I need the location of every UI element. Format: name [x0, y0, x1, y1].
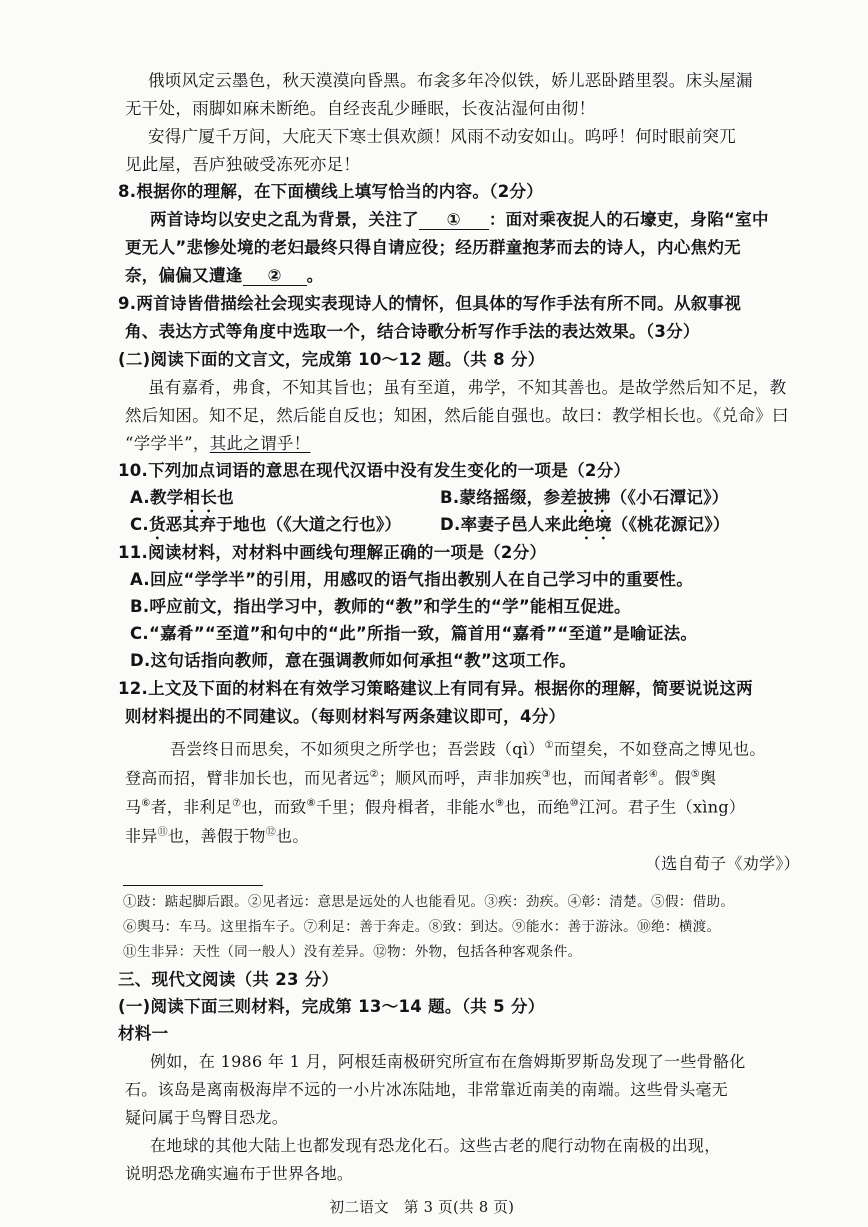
xunzi-line-3: 马⑥者，非利足⑦也，而致⑧千里；假舟楫者，非能水⑨也，而绝⑩江河。君子生（xìng） — [125, 797, 746, 817]
material-1-line-2: 石。该岛是离南极海岸不远的一小片冰冻陆地，非常靠近南美的南端。这些骨头毫无 — [125, 1080, 729, 1099]
classical-line-3 — [125, 433, 310, 455]
q10-option-d: D.率妻子邑人来此绝境（《桃花源记》） — [440, 515, 730, 534]
question-8-line-3 — [125, 265, 323, 287]
q8-text-5: 。 — [306, 266, 324, 285]
classical-line-1: 虽有嘉肴，弗食，不知其旨也；虽有至道，弗学，不知其善也。是故学然后知不足，教 — [148, 378, 787, 397]
question-8-line-1 — [150, 209, 769, 231]
poem-line-3: 安得广厦千万间，大庇天下寒士俱欢颜！风雨不动安如山。呜呼！何时眼前突兀 — [148, 127, 736, 146]
q10-option-c: C.货恶其弃于地也（《大道之行也》） — [130, 515, 402, 534]
q11-option-c: C.“嘉肴”“至道”和句中的“此”所指一致，篇首用“嘉肴”“至道”是喻证法。 — [130, 624, 698, 643]
material-1-label: 材料一 — [118, 1024, 169, 1043]
question-11-stem: 11.阅读材料，对材料中画线句理解正确的一项是（2分） — [118, 543, 547, 562]
question-8-stem: 8.根据你的理解，在下面横线上填写恰当的内容。（2分） — [118, 182, 544, 201]
q8-text-1: 两首诗均以安史之乱为背景，关注了 — [150, 210, 419, 229]
section-3-heading: 三、现代文阅读（共 23 分） — [118, 970, 339, 989]
q8-blank-2[interactable]: ② — [243, 267, 307, 286]
q8-text-4: 奈，偏偏又遭逢 — [125, 266, 243, 285]
material-1-line-4: 在地球的其他大陆上也都发现有恐龙化石。这些古老的爬行动物在南极的出现， — [150, 1136, 721, 1155]
question-9-line-1: 9.两首诗皆借描绘社会现实表现诗人的情怀，但具体的写作手法有所不同。从叙事视 — [118, 294, 742, 313]
classical-line-2: 然后知困。知不足，然后能自反也；知困，然后能自强也。故曰：教学相长也。《兑命》曰 — [125, 406, 789, 425]
q10-dotted-b: 披拂 — [577, 488, 611, 507]
page-footer: 初二语文 第 3 页(共 8 页) — [329, 1198, 515, 1216]
question-12-line-2: 则材料提出的不同建议。（每则材料写两条建议即可，4分） — [125, 707, 566, 726]
q10-dotted-d: 绝境 — [578, 515, 612, 534]
underlined-sentence: 其此之谓乎！ — [209, 434, 311, 453]
question-10-stem: 10.下列加点词语的意思在现代汉语中没有发生变化的一项是（2分） — [118, 461, 631, 480]
q11-option-b: B.呼应前文，指出学习中，教师的“教”和学生的“学”能相互促进。 — [130, 597, 631, 616]
poem-line-2: 无干处，雨脚如麻未断绝。自经丧乱少睡眠，长夜沾湿何由彻！ — [125, 99, 596, 118]
xunzi-source: （选自荀子《劝学》） — [644, 854, 800, 873]
question-12-line-1: 12.上文及下面的材料在有效学习策略建议上有同有异。根据你的理解，简要说说这两 — [118, 679, 753, 698]
poem-line-4: 见此屋，吾庐独破受冻死亦足！ — [125, 155, 361, 174]
footnote-rule — [123, 885, 263, 886]
xunzi-line-1: 吾尝终日而思矣，不如须臾之所学也；吾尝跂（qì）①而望矣，不如登高之博见也。 — [170, 739, 766, 759]
q10-option-a: A.教学相长也 — [130, 488, 234, 507]
q10-dotted-a: 相长 — [183, 488, 218, 507]
q8-blank-1[interactable]: ① — [419, 211, 489, 230]
xunzi-line-2: 登高而招，臂非加长也，而见者远②；顺风而呼，声非加疾③也，而闻者彰④。假⑤舆 — [125, 768, 717, 788]
section-3-subheading: (一)阅读下面三则材料，完成第 13～14 题。（共 5 分） — [118, 997, 545, 1016]
classical-quote: “学学半”， — [125, 434, 210, 453]
q10-option-b: B.蒙络摇缀，参差披拂（《小石潭记》） — [440, 488, 729, 507]
material-1-line-3: 疑问属于鸟臀目恐龙。 — [125, 1108, 289, 1127]
material-1-line-5: 说明恐龙确实遍布于世界各地。 — [125, 1164, 354, 1183]
q10-dotted-c: 货 — [148, 515, 166, 534]
question-9-line-2: 角、表达方式等角度中选取一个，结合诗歌分析写作手法的表达效果。（3分） — [125, 322, 700, 341]
material-1-line-1: 例如，在 1986 年 1 月，阿根廷南极研究所宣布在詹姆斯罗斯岛发现了一些骨骼化 — [150, 1052, 746, 1071]
q11-option-d: D.这句话指向教师，意在强调教师如何承担“教”这项工作。 — [130, 651, 577, 670]
section-2-heading: (二)阅读下面的文言文，完成第 10～12 题。（共 8 分） — [118, 350, 545, 369]
footnote-line-3: ⑪生非异：天性（同一般人）没有差异。⑫物：外物，包括各种客观条件。 — [123, 944, 582, 960]
q8-text-2: ：面对乘夜捉人的石壕吏，身陷“室中 — [488, 210, 769, 229]
poem-line-1: 俄顷风定云墨色，秋天漠漠向昏黑。布衾多年冷似铁，娇儿恶卧踏里裂。床头屋漏 — [148, 71, 753, 90]
footnote-line-1: ①跂：踮起脚后跟。②见者远：意思是远处的人也能看见。③疾：劲疾。④彰：清楚。⑤假：借助。 — [123, 894, 735, 910]
xunzi-line-4: 非异⑪也，善假于物⑫也。 — [125, 826, 309, 846]
footnote-line-2: ⑥舆马：车马。这里指车子。⑦利足：善于奔走。⑧致：到达。⑨能水：善于游泳。⑩绝：横渡。 — [123, 919, 721, 935]
question-8-line-2: 更无人”悲惨处境的老妇最终只得自请应役；经历群童抱茅而去的诗人，内心焦灼无 — [125, 238, 741, 257]
q11-option-a: A.回应“学学半”的引用，用感叹的语气指出教别人在自己学习中的重要性。 — [130, 570, 694, 589]
